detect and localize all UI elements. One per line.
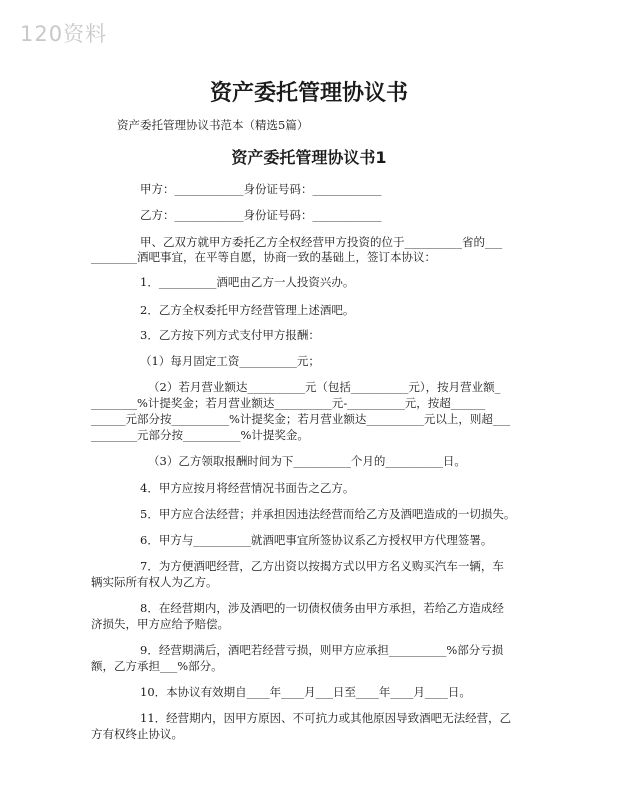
clause-11-line-2: 方有权终止协议。 [91,727,183,741]
clause-1: 1．__________酒吧由乙方一人投资兴办。 [140,275,355,289]
clause-2: 2．乙方全权委托甲方经营管理上述酒吧。 [140,303,355,317]
section-title: 资产委托管理协议书1 [231,148,387,167]
clause-7-line-2: 辆实际所有权人为乙方。 [91,575,218,589]
clause-8-line-1: 8．在经营期内，涉及酒吧的一切债权债务由甲方承担，若给乙方造成经 [140,601,504,615]
clause-6: 6．甲方与__________就酒吧事宜所签协议系乙方授权甲方代理签署。 [140,533,493,547]
intro-paragraph-line-1: 甲、乙双方就甲方委托乙方全权经营甲方投资的位于__________省的___ [140,235,503,249]
clause-3-item-3: （3）乙方领取报酬时间为下__________个月的__________日。 [148,454,466,468]
clause-3-item-1: （1）每月固定工资__________元； [140,354,320,368]
party-a-line: 甲方：____________身份证号码：____________ [140,182,382,196]
clause-9-line-2: 额，乙方承担___%部分。 [91,659,223,673]
clause-5: 5．甲方应合法经营；并承担因违法经营而给乙方及酒吧造成的一切损失。 [140,507,516,521]
document-subtitle: 资产委托管理协议书范本（精选5篇） [117,118,309,132]
clause-4: 4．甲方应按月将经营情况书面告之乙方。 [140,481,355,495]
intro-paragraph-line-2: ________酒吧事宜，在平等自愿，协商一致的基础上，签订本协议： [91,250,436,264]
clause-3-item-2-line-4: ________元部分按__________%计提奖金。 [91,428,309,442]
clause-9-line-1: 9．经营期满后，酒吧若经营亏损，则甲方应承担__________%部分亏损 [140,643,504,657]
clause-7-line-1: 7．为方便酒吧经营，乙方出资以按揭方式以甲方名义购买汽车一辆，车 [140,559,504,573]
clause-3-item-2-line-2: ________%计提奖金；若月营业额达__________元-__________元，按超______ [91,396,486,410]
clause-3-item-2-line-3: ______元部分按__________%计提奖金；若月营业额达__________元以上，则超___ [91,412,511,426]
document-title: 资产委托管理协议书 [209,81,408,106]
clause-3: 3．乙方按下列方式支付甲方报酬： [140,328,320,342]
watermark-logo: 120资料 [20,22,108,46]
clause-3-item-2-line-1: （2）若月营业额达__________元（包括__________元），按月营业额_ [148,380,501,394]
party-b-line: 乙方：____________身份证号码：____________ [140,208,382,222]
clause-8-line-2: 济损失，甲方应给予赔偿。 [91,617,229,631]
clause-10: 10．本协议有效期自____年____月___日至____年____月____日。 [140,685,471,699]
clause-11-line-1: 11．经营期内，因甲方原因、不可抗力或其他原因导致酒吧无法经营，乙 [140,711,512,725]
